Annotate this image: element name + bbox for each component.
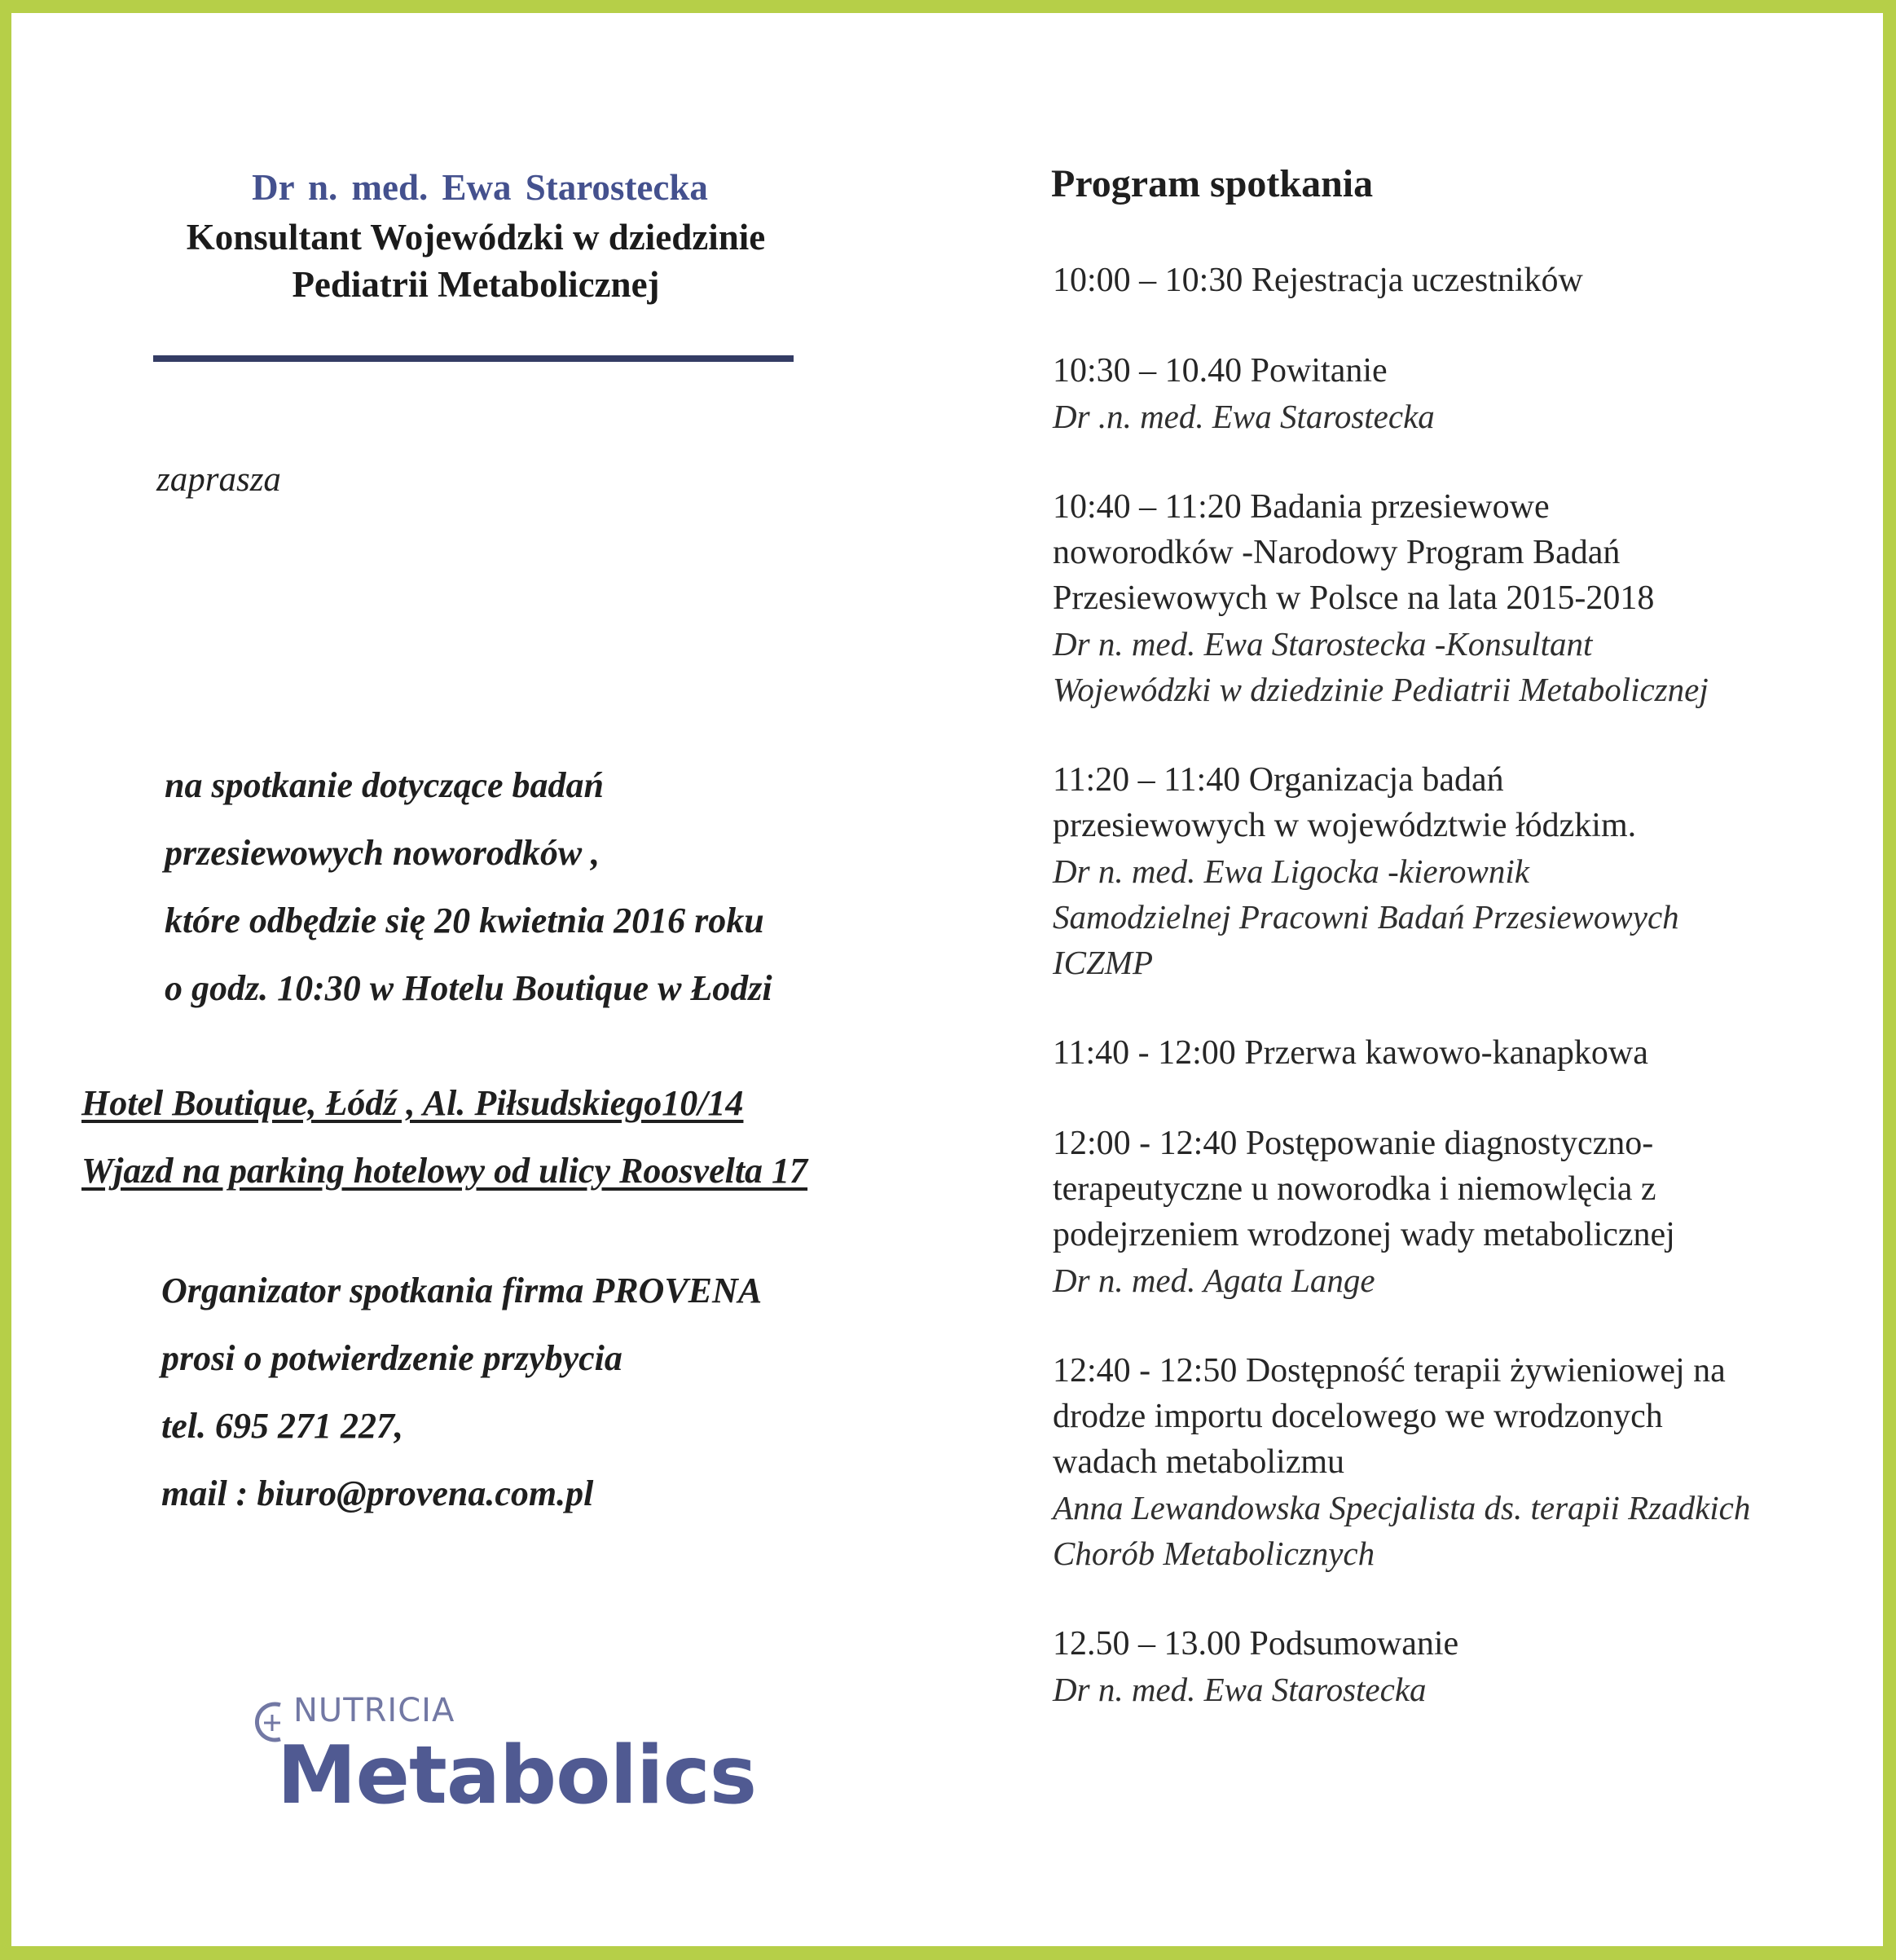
invitation-text (165, 751, 772, 1022)
program-item-text: drodze importu docelowego we wrodzonych (1053, 1398, 1663, 1435)
host-title-line: Konsultant Wojewódzki w dziedzinie (186, 217, 766, 258)
host-name: Dr n. med. Ewa Starostecka (252, 167, 708, 208)
venue-address (81, 1069, 807, 1205)
header-divider (153, 355, 794, 362)
organizer-line: prosi o potwierdzenie przybycia (161, 1338, 622, 1378)
program-item-text: 11:40 - 12:00 Przerwa kawowo-kanapkowa (1053, 1034, 1648, 1072)
organizer-phone: tel. 695 271 227, (161, 1406, 403, 1446)
program-item (1053, 1030, 1867, 1076)
program-item-text: podejrzeniem wrodzonej wady metabolicznej (1053, 1216, 1675, 1253)
address-line: Hotel Boutique, Łódź , Al. Piłsudskiego10/14 (81, 1083, 744, 1123)
program-item-speaker: Dr n. med. Ewa Ligocka -kierownik (1053, 852, 1529, 890)
program-item-speaker: Dr n. med. Ewa Starostecka -Konsultant (1053, 625, 1593, 663)
program-item (1053, 348, 1867, 439)
program-item-text: terapeutyczne u noworodka i niemowlęcia z (1053, 1170, 1656, 1208)
host-title (109, 214, 842, 308)
invitation-page (11, 13, 1883, 1946)
program-item (1053, 757, 1867, 985)
program-list (1053, 258, 1867, 1757)
program-item-text: noworodków -Narodowy Program Badań (1053, 534, 1621, 571)
program-item-text: 12:40 - 12:50 Dostępność terapii żywieniowej na (1053, 1352, 1726, 1390)
program-item (1053, 258, 1867, 303)
program-item-text: 12:00 - 12:40 Postępowanie diagnostyczno- (1053, 1125, 1654, 1162)
program-item-speaker: Wojewódzki w dziedzinie Pediatrii Metabolicznej (1053, 671, 1709, 708)
program-item (1053, 1121, 1867, 1303)
organizer-email: mail : biuro@provena.com.pl (161, 1473, 594, 1513)
logo-brand-main: Metabolics (277, 1729, 757, 1822)
program-item-speaker: Chorób Metabolicznych (1053, 1535, 1375, 1572)
program-item-text: 10:00 – 10:30 Rejestracja uczestników (1053, 262, 1583, 299)
program-item-speaker: Dr n. med. Agata Lange (1053, 1262, 1375, 1299)
program-item-speaker: Dr .n. med. Ewa Starostecka (1053, 398, 1435, 435)
invitation-line: które odbędzie się 20 kwietnia 2016 roku (165, 901, 764, 940)
program-item (1053, 1348, 1867, 1576)
program-item (1053, 484, 1867, 712)
organizer-info (161, 1257, 762, 1527)
organizer-line: Organizator spotkania firma PROVENA (161, 1271, 763, 1310)
program-item-speaker: Samodzielnej Pracowni Badań Przesiewowych (1053, 898, 1679, 936)
program-item-text: 10:30 – 10.40 Powitanie (1053, 352, 1388, 390)
program-item-text: przesiewowych w województwie łódzkim. (1053, 807, 1637, 844)
invitation-line: na spotkanie dotyczące badań (165, 765, 604, 805)
program-item-text: 12.50 – 13.00 Podsumowanie (1053, 1625, 1459, 1663)
nutricia-metabolics-logo (240, 1676, 757, 1830)
program-title: Program spotkania (1051, 162, 1374, 205)
program-item-speaker: Anna Lewandowska Specjalista ds. terapii Rzadkich (1053, 1489, 1751, 1526)
program-item-speaker: Dr n. med. Ewa Starostecka (1053, 1671, 1427, 1708)
logo-brand-top: NUTRICIA (293, 1692, 455, 1729)
invitation-line: przesiewowych noworodków , (165, 833, 600, 873)
program-item-text: 11:20 – 11:40 Organizacja badań (1053, 761, 1504, 799)
address-line: Wjazd na parking hotelowy od ulicy Roosvelta 17 (81, 1151, 808, 1191)
program-item-text: wadach metabolizmu (1053, 1443, 1345, 1481)
program-item-speaker: ICZMP (1053, 944, 1153, 981)
program-item (1053, 1621, 1867, 1712)
host-title-line: Pediatrii Metabolicznej (292, 264, 660, 305)
invitation-line: o godz. 10:30 w Hotelu Boutique w Łodzi (165, 968, 772, 1008)
program-item-text: 10:40 – 11:20 Badania przesiewowe (1053, 488, 1550, 526)
invite-word: zaprasza (156, 460, 281, 499)
program-item-text: Przesiewowych w Polsce na lata 2015-2018 (1053, 579, 1655, 617)
